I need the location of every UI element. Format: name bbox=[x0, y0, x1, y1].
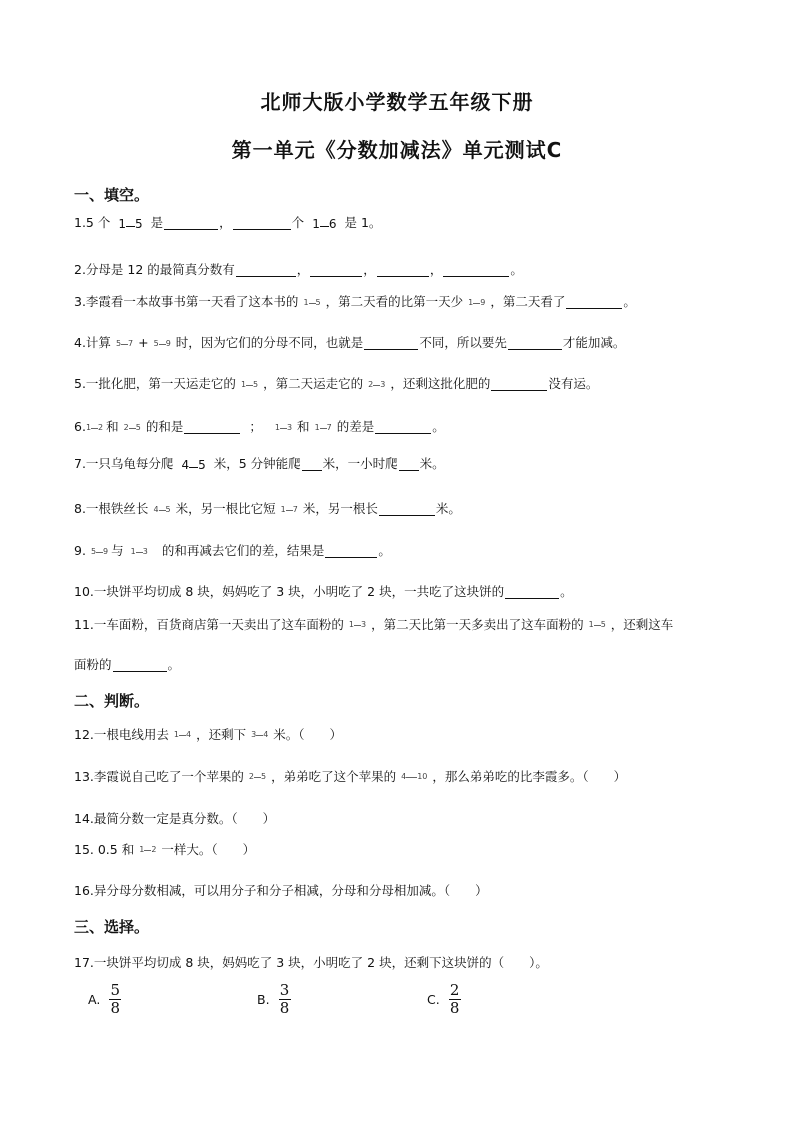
q7-text-c: 米，一小时爬 bbox=[322, 456, 398, 472]
q11-fraction-1 bbox=[349, 621, 366, 629]
section-fill-in-heading: 一、填空。 bbox=[74, 186, 150, 204]
q3-fraction-1 bbox=[303, 299, 320, 307]
answer-blank[interactable] bbox=[399, 458, 419, 471]
option-label: A. bbox=[88, 992, 101, 1007]
answer-blank[interactable] bbox=[566, 296, 622, 309]
q9-fraction-1 bbox=[91, 548, 108, 556]
question-3 bbox=[74, 296, 636, 309]
q6-text-a: 6. bbox=[74, 419, 86, 435]
period: 。 bbox=[623, 294, 636, 310]
denominator: 5 bbox=[253, 379, 259, 389]
denominator: 5 bbox=[315, 297, 321, 307]
q4-fraction-1 bbox=[116, 340, 133, 348]
numerator: 4 bbox=[401, 772, 407, 782]
separator: ， bbox=[296, 262, 310, 278]
question-11-continued bbox=[74, 659, 180, 672]
answer-blank[interactable] bbox=[233, 217, 291, 230]
page-subtitle: 第一单元《分数加减法》单元测试C bbox=[231, 138, 563, 162]
answer-blank[interactable] bbox=[236, 264, 296, 277]
answer-blank[interactable] bbox=[508, 337, 562, 350]
option-b[interactable] bbox=[257, 983, 296, 1016]
question-2 bbox=[74, 264, 523, 277]
answer-blank[interactable] bbox=[164, 217, 218, 230]
denominator: 6 bbox=[328, 216, 337, 231]
numerator: 1 bbox=[139, 845, 145, 855]
q8-fraction-2 bbox=[281, 506, 298, 514]
q4-text-c: 不同，所以要先 bbox=[419, 335, 507, 351]
answer-blank[interactable] bbox=[377, 264, 429, 277]
separator: ， bbox=[429, 262, 443, 278]
q4-text-a: 4.计算 bbox=[74, 335, 111, 351]
numerator: 5 bbox=[153, 338, 159, 348]
q11-text-c: ，还剩这车 bbox=[610, 617, 674, 632]
option-label: C. bbox=[427, 992, 440, 1007]
denominator: 7 bbox=[128, 338, 134, 348]
answer-blank[interactable] bbox=[505, 586, 559, 599]
question-6 bbox=[74, 421, 445, 434]
numerator: 5 bbox=[115, 338, 122, 348]
option-a[interactable] bbox=[88, 983, 126, 1016]
denominator: 8 bbox=[279, 999, 290, 1017]
question-9 bbox=[74, 545, 391, 558]
q1-text-b: 是 bbox=[150, 215, 164, 231]
q13-fraction-2 bbox=[401, 773, 427, 781]
q8-fraction-1 bbox=[153, 506, 170, 514]
denominator: 5 bbox=[135, 216, 143, 231]
q13-text-c: ，那么弟弟吃的比李霞多。（ ） bbox=[432, 769, 627, 784]
q9-fraction-2 bbox=[131, 548, 148, 556]
period: 。 bbox=[560, 584, 573, 600]
q10-text: 10.一块饼平均切成 8 块，妈妈吃了 3 块，小明吃了 2 块，一共吃了这块饼的 bbox=[74, 584, 505, 600]
numerator: 1 bbox=[303, 297, 309, 307]
q8-text-a: 8.一根铁丝长 bbox=[74, 501, 149, 517]
q13-text-a: 13.李霞说自己吃了一个苹果的 bbox=[74, 769, 244, 784]
q15-fraction bbox=[139, 846, 156, 854]
numerator: 1 bbox=[468, 297, 474, 307]
answer-blank[interactable] bbox=[325, 545, 377, 558]
period: 。 bbox=[432, 419, 445, 435]
q3-fraction-2 bbox=[468, 299, 485, 307]
q8-text-c: 米，另一根长 bbox=[302, 501, 378, 517]
question-5 bbox=[74, 378, 598, 391]
page-title: 北师大版小学数学五年级下册 bbox=[260, 90, 534, 114]
q17-text: 17.一块饼平均切成 8 块，妈妈吃了 3 块，小明吃了 2 块，还剩下这块饼的（ ）。 bbox=[74, 955, 548, 970]
plus-sign: + bbox=[138, 335, 149, 351]
numerator: 2 bbox=[449, 981, 460, 999]
q13-text-b: ，弟弟吃了这个苹果的 bbox=[271, 769, 397, 784]
denominator: 9 bbox=[480, 297, 486, 307]
q5-text-a: 5.一批化肥，第一天运走它的 bbox=[74, 376, 236, 392]
answer-blank[interactable] bbox=[113, 659, 167, 672]
denominator: 7 bbox=[292, 504, 298, 514]
q1-text-e: 是 1。 bbox=[344, 215, 382, 231]
q6-fraction-1 bbox=[86, 424, 103, 432]
denominator: 5 bbox=[165, 504, 171, 514]
q8-text-d: 米。 bbox=[435, 501, 461, 517]
denominator: 3 bbox=[142, 546, 148, 556]
q12-fraction-1 bbox=[174, 731, 191, 739]
q14-text: 14.最简分数一定是真分数。（ ） bbox=[74, 811, 276, 826]
denominator: 5 bbox=[198, 457, 206, 472]
q4-fraction-2 bbox=[154, 340, 171, 348]
q6-text-d: ； bbox=[249, 419, 262, 435]
numerator: 1 bbox=[314, 422, 320, 432]
denominator: 5 bbox=[600, 620, 606, 630]
q5-text-c: ，还剩这批化肥的 bbox=[390, 376, 491, 392]
answer-blank[interactable] bbox=[302, 458, 322, 471]
q11-text-a: 11.一车面粉，百货商店第一天卖出了这车面粉的 bbox=[74, 617, 344, 632]
denominator: 8 bbox=[110, 999, 121, 1017]
option-c[interactable] bbox=[427, 983, 466, 1016]
numerator: 4 bbox=[153, 504, 159, 514]
numerator: 1 bbox=[274, 422, 280, 432]
denominator: 4 bbox=[185, 730, 192, 740]
numerator: 4 bbox=[181, 457, 190, 472]
answer-blank[interactable] bbox=[443, 264, 509, 277]
q11-fraction-2 bbox=[589, 621, 606, 629]
option-b-fraction bbox=[279, 983, 291, 1016]
numerator: 1 bbox=[173, 730, 179, 740]
numerator: 2 bbox=[248, 772, 254, 782]
numerator: 1 bbox=[280, 504, 286, 514]
answer-blank[interactable] bbox=[379, 503, 435, 516]
q7-fraction bbox=[181, 459, 205, 471]
answer-blank[interactable] bbox=[364, 337, 418, 350]
q9-text-a: 9. bbox=[74, 543, 86, 559]
q3-text-a: 3.李霞看一本故事书第一天看了这本书的 bbox=[74, 294, 299, 310]
q6-text-e: 和 bbox=[297, 419, 310, 435]
numerator: 1 bbox=[588, 620, 594, 630]
q12-text-a: 12.一根电线用去 bbox=[74, 727, 169, 742]
answer-blank[interactable] bbox=[491, 378, 547, 391]
question-10 bbox=[74, 586, 573, 599]
q1-text-d: 个 bbox=[291, 215, 305, 231]
denominator: 3 bbox=[380, 379, 386, 389]
answer-blank[interactable] bbox=[375, 421, 431, 434]
section-true-false-heading: 二、判断。 bbox=[74, 692, 150, 710]
denominator: 9 bbox=[103, 546, 109, 556]
numerator: 1 bbox=[312, 216, 320, 231]
q13-fraction-1 bbox=[249, 773, 266, 781]
numerator: 3 bbox=[251, 730, 257, 740]
q5-text-d: 没有运。 bbox=[548, 376, 599, 392]
answer-blank[interactable] bbox=[184, 421, 240, 434]
q1-fraction-1 bbox=[118, 218, 142, 230]
option-c-fraction bbox=[449, 983, 461, 1016]
denominator: 3 bbox=[286, 422, 293, 432]
q6-fraction-2 bbox=[124, 424, 141, 432]
numerator: 2 bbox=[368, 379, 374, 389]
separator: ， bbox=[363, 262, 376, 278]
q1-text-a: 1.5 个 bbox=[74, 215, 111, 231]
q5-text-b: ，第二天运走它的 bbox=[263, 376, 364, 392]
question-7 bbox=[74, 458, 445, 471]
q5-fraction-1 bbox=[241, 381, 258, 389]
q7-text-a: 7.一只乌龟每分爬 bbox=[74, 456, 174, 472]
question-1 bbox=[74, 217, 381, 230]
q3-text-b: ，第二天看的比第一天少 bbox=[325, 294, 464, 310]
q16-text: 16.异分母分数相减，可以用分子和分子相减，分母和分母相加减。（ ） bbox=[74, 883, 488, 898]
q7-text-b: 米，5 分钟能爬 bbox=[213, 456, 301, 472]
q5-fraction-2 bbox=[368, 381, 385, 389]
q15-text-b: 一样大。（ ） bbox=[161, 842, 256, 857]
numerator: 1 bbox=[130, 546, 136, 556]
q6-text-b: 和 bbox=[106, 419, 119, 435]
question-13 bbox=[74, 771, 626, 784]
numerator: 1 bbox=[118, 216, 126, 231]
numerator: 3 bbox=[279, 981, 290, 999]
question-12 bbox=[74, 729, 342, 742]
q6-text-c: 的和是 bbox=[145, 419, 184, 435]
denominator: 5 bbox=[135, 422, 141, 432]
denominator: 7 bbox=[326, 422, 332, 432]
question-4 bbox=[74, 337, 625, 350]
period: 。 bbox=[167, 657, 181, 673]
answer-blank[interactable] bbox=[310, 264, 362, 277]
question-17 bbox=[74, 957, 548, 970]
q3-text-c: ，第二天看了 bbox=[490, 294, 566, 310]
numerator: 1 bbox=[85, 422, 92, 432]
q4-text-b: 时，因为它们的分母不同，也就是 bbox=[175, 335, 364, 351]
numerator: 2 bbox=[123, 422, 129, 432]
q8-text-b: 米，另一根比它短 bbox=[175, 501, 276, 517]
q12-text-c: 米。（ ） bbox=[273, 727, 343, 742]
q9-text-b: 与 bbox=[111, 543, 124, 559]
denominator: 9 bbox=[165, 338, 171, 348]
question-15 bbox=[74, 844, 255, 857]
q12-text-b: ，还剩下 bbox=[196, 727, 247, 742]
numerator: 1 bbox=[348, 620, 354, 630]
denominator: 3 bbox=[360, 620, 367, 630]
denominator: 8 bbox=[449, 999, 460, 1017]
denominator: 2 bbox=[98, 422, 104, 432]
q6-fraction-4 bbox=[315, 424, 332, 432]
q11-text-d: 面粉的 bbox=[74, 657, 112, 673]
q11-text-b: ，第二天比第一天多卖出了这车面粉的 bbox=[371, 617, 584, 632]
option-a-fraction bbox=[109, 983, 121, 1016]
denominator: 10 bbox=[417, 772, 428, 782]
q9-text-c: 的和再减去它们的差，结果是 bbox=[161, 543, 325, 559]
denominator: 5 bbox=[260, 772, 267, 782]
q6-fraction-3 bbox=[275, 424, 292, 432]
q7-text-d: 米。 bbox=[419, 456, 445, 472]
period: 。 bbox=[378, 543, 391, 559]
q6-text-f: 的差是 bbox=[336, 419, 375, 435]
option-label: B. bbox=[257, 992, 270, 1007]
q2-text: 2.分母是 12 的最简真分数有 bbox=[74, 262, 235, 278]
numerator: 5 bbox=[110, 981, 121, 999]
q4-text-d: 才能加减。 bbox=[562, 335, 626, 351]
section-multiple-choice-heading: 三、选择。 bbox=[74, 918, 150, 936]
denominator: 4 bbox=[263, 730, 269, 740]
numerator: 5 bbox=[90, 546, 97, 556]
question-8 bbox=[74, 503, 461, 516]
q15-text-a: 15. 0.5 和 bbox=[74, 842, 135, 857]
question-14 bbox=[74, 813, 275, 826]
question-11 bbox=[74, 619, 673, 632]
q1-fraction-2 bbox=[312, 218, 336, 230]
denominator: 2 bbox=[151, 845, 157, 855]
q12-fraction-2 bbox=[251, 731, 268, 739]
q1-text-c: ， bbox=[219, 215, 232, 231]
question-16 bbox=[74, 885, 488, 898]
numerator: 1 bbox=[240, 379, 247, 389]
period: 。 bbox=[510, 262, 523, 278]
